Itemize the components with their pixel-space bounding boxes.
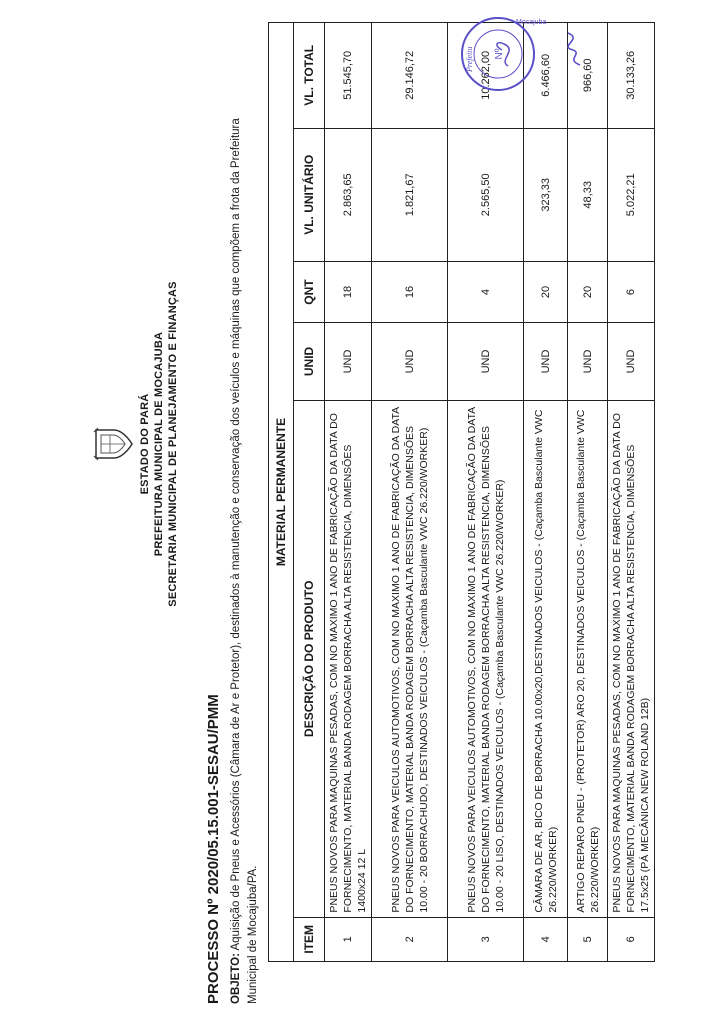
item-unit-value: 323,33 <box>524 128 568 261</box>
objeto-paragraph <box>228 74 262 1004</box>
item-number: 1 <box>325 917 372 961</box>
municipal-crest-icon <box>92 427 134 461</box>
process-title: PROCESSO Nº 2020/05.15.001-SESAU/PMM <box>205 694 222 1004</box>
table-row <box>372 23 448 962</box>
item-quantity: 4 <box>448 261 524 322</box>
letterhead <box>92 244 180 644</box>
item-unit-value: 2.565,50 <box>448 128 524 261</box>
item-unit-value: 1.821,67 <box>372 128 448 261</box>
item-total-value: 30.133,26 <box>608 23 655 129</box>
material-table <box>268 22 655 962</box>
item-quantity: 20 <box>524 261 568 322</box>
column-header-unit-value: VL. UNITÁRIO <box>294 128 325 261</box>
handwritten-initials-icon <box>560 29 588 69</box>
item-unit: UND <box>608 323 655 401</box>
table-row <box>325 23 372 962</box>
stamp-number-label: Nº <box>494 48 505 60</box>
table-header-row <box>294 23 325 962</box>
item-number: 5 <box>568 917 608 961</box>
item-total-value: 29.146,72 <box>372 23 448 129</box>
item-description: PNEUS NOVOS PARA VEICULOS AUTOMOTIVOS, COM NO MAXIMO 1 ANO DE FABRICAÇÃO DA DATA DO FORNECIMENTO, MATERIAL BANDA RODAGEM BORRACHA ALTA RESISTENCIA, DIMENSÕES 10.00 - 20 BORRACHUDO, DESTINADOS VEICULOS - (Caçamba Basculante VWC 26.220/WORKER) <box>372 400 448 917</box>
item-total-value: 6.466,60 <box>524 23 568 129</box>
column-header-description: DESCRIÇÃO DO PRODUTO <box>294 400 325 917</box>
item-unit: UND <box>448 323 524 401</box>
stamp-text-right: Mocajuba <box>516 19 547 26</box>
item-description: CÂMARA DE AR, BICO DE BORRACHA 10.00x20,DESTINADOS VEICULOS - (Caçamba Basculante VWC 26.220/WORKER) <box>524 400 568 917</box>
item-total-value: 10.262,00 <box>448 23 524 129</box>
objeto-label: OBJETO: <box>230 953 242 1004</box>
item-number: 6 <box>608 917 655 961</box>
table-row <box>524 23 568 962</box>
item-number: 4 <box>524 917 568 961</box>
item-unit: UND <box>568 323 608 401</box>
secretariat-name: SECRETARIA MUNICIPAL DE PLANEJAMENTO E FINANÇAS <box>167 281 179 607</box>
table-row <box>568 23 608 962</box>
item-quantity: 16 <box>372 261 448 322</box>
table-row <box>608 23 655 962</box>
column-header-unid: UNID <box>294 323 325 401</box>
item-unit: UND <box>372 323 448 401</box>
column-header-item: ITEM <box>294 917 325 961</box>
prefecture-name: PREFEITURA MUNICIPAL DE MOCAJUBA <box>153 331 165 557</box>
item-description: PNEUS NOVOS PARA MAQUINAS PESADAS, COM NO MAXIMO 1 ANO DE FABRICAÇÃO DA DATA DO FORNECIMENTO, MATERIAL BANDA RODAGEM BORRACHA ALTA RESISTENCIA, DIMENSÕES 17.5x25 (PÁ MECÂNICA NEW ROLAND 12B) <box>608 400 655 917</box>
item-number: 3 <box>448 917 524 961</box>
item-unit: UND <box>524 323 568 401</box>
stamp-text-top: Prefeitu <box>465 46 474 72</box>
objeto-text: Aquisição de Pneus e Acessórios (Câmara de Ar e Protetor), destinados à manutenção e conservação dos veículos e máquinas que compõem a frota da Prefeitura Municipal de Mocajuba/PA. <box>230 118 259 1004</box>
column-header-qnt: QNT <box>294 261 325 322</box>
state-name: ESTADO DO PARÁ <box>139 393 151 495</box>
item-quantity: 6 <box>608 261 655 322</box>
item-description: PNEUS NOVOS PARA MAQUINAS PESADAS, COM NO MAXIMO 1 ANO DE FABRICAÇÃO DA DATA DO FORNECIMENTO, MATERIAL BANDA RODAGEM BORRACHA ALTA RESISTENCIA, DIMENSÕES 1400x24 12 L <box>325 400 372 917</box>
table-caption: MATERIAL PERMANENTE <box>269 23 294 962</box>
item-unit-value: 2.863,65 <box>325 128 372 261</box>
item-quantity: 20 <box>568 261 608 322</box>
column-header-total-value: VL. TOTAL <box>294 23 325 129</box>
item-total-value: 966,60 <box>568 23 608 129</box>
item-description: PNEUS NOVOS PARA VEICULOS AUTOMOTIVOS, COM NO MAXIMO 1 ANO DE FABRICAÇÃO DA DATA DO FORNECIMENTO, MATERIAL BANDA RODAGEM BORRACHA ALTA RESISTENCIA, DIMENSÕES 10.00 - 20 LISO, DESTINADOS VEICULOS - (Caçamba Basculante VWC 26.220/WORKER) <box>448 400 524 917</box>
item-unit: UND <box>325 323 372 401</box>
item-quantity: 18 <box>325 261 372 322</box>
item-unit-value: 5.022,21 <box>608 128 655 261</box>
item-total-value: 51.545,70 <box>325 23 372 129</box>
table-row <box>448 23 524 962</box>
item-number: 2 <box>372 917 448 961</box>
item-description: ARTIGO REPARO PNEU - (PROTETOR) ARO 20, DESTINADOS VEICULOS - (Caçamba Basculante VWC 26.220/WORKER) <box>568 400 608 917</box>
item-unit-value: 48,33 <box>568 128 608 261</box>
